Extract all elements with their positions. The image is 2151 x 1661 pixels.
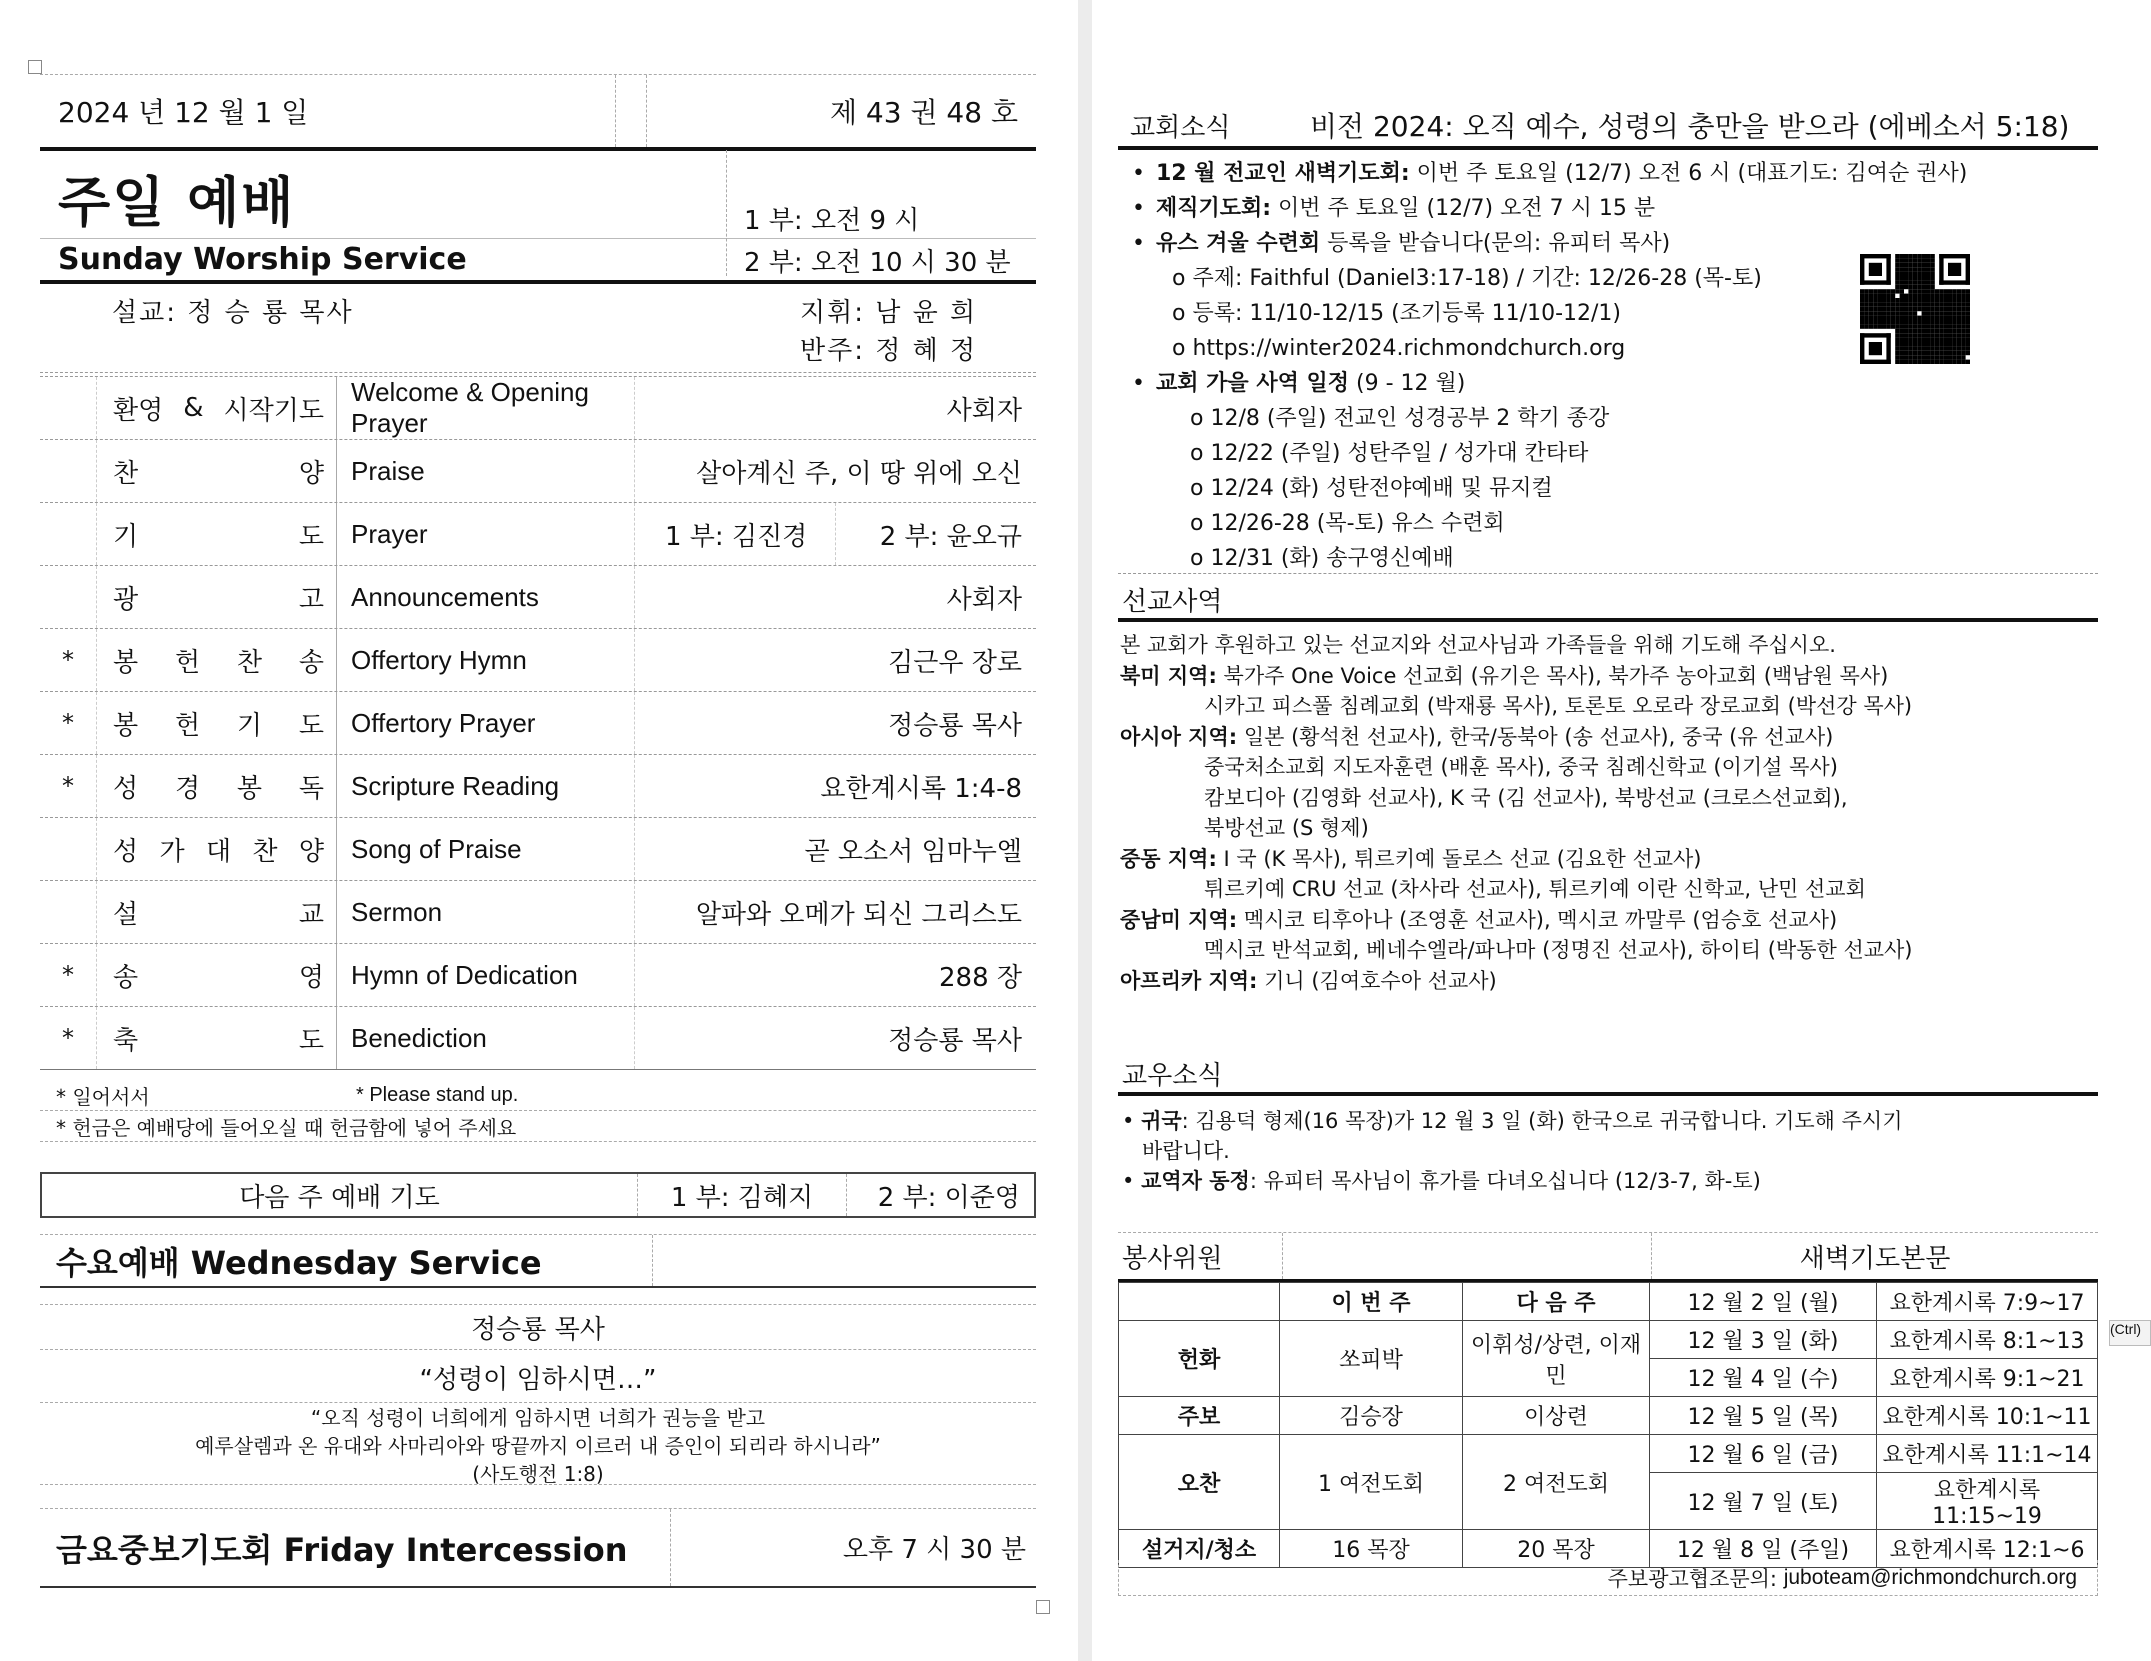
program-item-ko: 기 도 <box>96 503 336 565</box>
program-item-ko: 성 가 대 찬 양 <box>96 818 336 880</box>
program-item-en: Hymn of Dedication <box>336 944 634 1006</box>
dawn-text: 요한계시록 11:15~19 <box>1877 1473 2098 1530</box>
dawn-text: 요한계시록 7:9~17 <box>1877 1283 2098 1321</box>
role-flower: 헌화 <box>1119 1321 1280 1397</box>
dawn-date: 12 월 7 일 (토) <box>1650 1473 1877 1530</box>
mission-header: 선교사역 <box>1118 580 2098 622</box>
notes <box>40 1080 1036 1142</box>
program-row <box>40 502 1036 565</box>
dawn-text: 요한계시록 12:1~6 <box>1877 1530 2098 1568</box>
dawn-date: 12 월 4 일 (수) <box>1650 1359 1877 1397</box>
news-item: • 제직기도회: 이번 주 토요일 (12/7) 오전 7 시 15 분 <box>1132 196 1656 221</box>
verse-line-1: “오직 성령이 너희에게 임하시면 너희가 권능을 받고 <box>310 1406 766 1430</box>
news-label: 교회소식 <box>1130 112 1231 143</box>
right-page <box>1092 0 2151 1661</box>
program-item-en: Song of Praise <box>336 818 634 880</box>
service-header <box>1118 1232 2098 1282</box>
wednesday-preacher: 정승룡 목사 <box>40 1304 1036 1350</box>
verse-line-2: 예루살렘과 온 유대와 사마리아와 땅끝까지 이르러 내 증인이 되리라 하시니라” <box>195 1434 881 1458</box>
wednesday-title-text: 수요예배 Wednesday Service <box>56 1243 542 1282</box>
stand-note-en: * Please stand up. <box>356 1083 519 1106</box>
program-item-value: 정승룡 목사 <box>634 1007 1036 1069</box>
lunch-this: 1 여전도회 <box>1280 1435 1463 1530</box>
program-item-value: 정승룡 목사 <box>634 692 1036 754</box>
role-dish: 설거지/청소 <box>1119 1530 1280 1568</box>
dawn-date: 12 월 3 일 (화) <box>1650 1321 1877 1359</box>
ad-label: 주보광고협조문의: <box>1607 1566 1778 1591</box>
issue-number: 제 43 권 48 호 <box>646 75 1036 147</box>
dish-this: 16 목장 <box>1280 1530 1463 1568</box>
mission-line: 멕시코 반석교회, 베네수엘라/파나마 (정명진 선교사), 하이티 (박동한 선교사) <box>1204 938 1913 962</box>
wednesday-title <box>40 1234 1036 1288</box>
flower-this: 쏘피박 <box>1280 1321 1463 1397</box>
service-time-1: 1 부: 오전 9 시 <box>744 206 920 236</box>
mission-line: 중동 지역: I 국 (K 목사), 튀르키예 돌로스 선교 (김요한 선교사) <box>1120 846 1702 871</box>
dish-next: 20 목장 <box>1463 1530 1650 1568</box>
friday-title: 금요중보기도회 Friday Intercession <box>56 1530 628 1569</box>
news-body <box>1118 156 2098 574</box>
program-row <box>40 817 1036 880</box>
dawn-text: 요한계시록 8:1~13 <box>1877 1321 2098 1359</box>
program-row <box>40 628 1036 691</box>
program-row <box>40 376 1036 439</box>
qr-code-icon <box>1860 254 1970 364</box>
program-row <box>40 754 1036 817</box>
mission-region: 아프리카 지역: <box>1120 968 1258 993</box>
role-lunch: 오찬 <box>1119 1435 1280 1530</box>
youth-detail: o 주제: Faithful (Daniel3:17-18) / 기간: 12/26-28 (목-토) <box>1172 266 1762 291</box>
program-row <box>40 565 1036 628</box>
program-item-value: 살아계신 주, 이 땅 위에 오신 <box>634 440 1036 502</box>
news-item: • 유스 겨울 수련회 등록을 받습니다(문의: 유피터 목사) <box>1132 231 1671 256</box>
stand-marker: * <box>62 646 74 674</box>
bulletin-this: 김승장 <box>1280 1397 1463 1435</box>
bulletin-header <box>40 74 1036 151</box>
bulletin-date: 2024 년 12 월 1 일 <box>58 96 309 129</box>
program-item-en: Announcements <box>336 566 634 628</box>
next-prayer-label: 다음 주 예배 기도 <box>239 1182 440 1213</box>
title-block <box>40 150 1036 284</box>
program-item-ko: 찬 양 <box>96 440 336 502</box>
program-row <box>40 943 1036 1006</box>
program-item-value: 김근우 장로 <box>634 629 1036 691</box>
offering-note: * 헌금은 예배당에 들어오실 때 헌금함에 넣어 주세요 <box>40 1111 1036 1142</box>
program-item-en: Praise <box>336 440 634 502</box>
next-week-header: 다 음 주 <box>1463 1283 1650 1321</box>
program-item-en: Offertory Prayer <box>336 692 634 754</box>
mission-line: 아시아 지역: 일본 (황석천 선교사), 한국/동북아 (송 선교사), 중국 (유 선교사) <box>1120 724 1834 749</box>
mission-intro: 본 교회가 후원하고 있는 선교지와 선교사님과 가족들을 위해 기도해 주십시오. <box>1120 633 1836 657</box>
officiants <box>40 284 1036 373</box>
mission-region: 중남미 지역: <box>1120 907 1238 932</box>
dawn-date: 12 월 2 일 (월) <box>1650 1283 1877 1321</box>
program-item-ko: 봉 헌 찬 송 <box>96 629 336 691</box>
stand-marker: * <box>62 709 74 737</box>
service-time-2: 2 부: 오전 10 시 30 분 <box>744 248 1011 278</box>
dawn-date: 12 월 6 일 (금) <box>1650 1435 1877 1473</box>
preacher: 설교: 정 승 룡 목사 <box>112 298 354 328</box>
conductor: 지휘: 남 윤 희 <box>800 298 978 328</box>
ad-contact <box>1118 1560 2098 1596</box>
program-item-en: Sermon <box>336 881 634 943</box>
stand-marker: * <box>62 961 74 989</box>
dawn-date: 12 월 5 일 (목) <box>1650 1397 1877 1435</box>
program-row <box>40 439 1036 502</box>
program-item-en: Prayer <box>336 503 634 565</box>
program-item-en: Offertory Hymn <box>336 629 634 691</box>
service-table <box>1118 1282 2098 1568</box>
fall-schedule-item: o 12/26-28 (목-토) 유스 수련회 <box>1190 511 1505 536</box>
program-item-ko: 설 교 <box>96 881 336 943</box>
mission-line: 중남미 지역: 멕시코 티후아나 (조영훈 선교사), 멕시코 까말루 (엄승호 선교사) <box>1120 907 1838 932</box>
ad-email[interactable]: juboteam@richmondchurch.org <box>1783 1565 2077 1589</box>
program-item-en: Welcome & Opening Prayer <box>336 377 634 439</box>
wednesday-verse <box>40 1404 1036 1485</box>
page-title: 주일 예배 <box>58 171 296 234</box>
program-item-ko: 환영 & 시작기도 <box>96 377 336 439</box>
program-item-ko: 봉 헌 기 도 <box>96 692 336 754</box>
mission-region: 아시아 지역: <box>1120 724 1238 749</box>
stand-marker: * <box>62 772 74 800</box>
dawn-text: 요한계시록 10:1~11 <box>1877 1397 2098 1435</box>
mission-body <box>1118 630 2100 996</box>
paste-options-button[interactable]: (Ctrl) <box>2109 1320 2151 1346</box>
member-news-item: • 귀국: 김용덕 형제(16 목장)가 12 월 3 일 (화) 한국으로 귀국합니다. 기도해 주시기 <box>1122 1109 1903 1133</box>
mission-line: 캄보디아 (김영화 선교사), K 국 (김 선교사), 북방선교 (크로스선교회), <box>1204 785 1848 810</box>
members-body: • 귀국: 김용덕 형제(16 목장)가 12 월 3 일 (화) 한국으로 귀국합니다. 기도해 주시기 바랍니다. • 교역자 동정: 유피터 목사님이 휴가를 다녀오십니다 (12/3-7, 화-토) <box>1118 1106 2102 1196</box>
youth-link[interactable]: o https://winter2024.richmondchurch.org <box>1172 336 1626 361</box>
mission-line: 북미 지역: 북가주 One Voice 선교회 (유기은 목사), 북가주 농아교회 (백남원 목사) <box>1120 663 1889 688</box>
program-item-ko: 성 경 봉 독 <box>96 755 336 817</box>
bulletin-next: 이상련 <box>1463 1397 1650 1435</box>
program-item-value: 1 부: 김진경 2 부: 윤오규 <box>634 503 1036 565</box>
role-bulletin: 주보 <box>1119 1397 1280 1435</box>
program-item-en: Scripture Reading <box>336 755 634 817</box>
service-label: 봉사위원 <box>1122 1243 1223 1274</box>
stand-marker: * <box>62 1024 74 1052</box>
program-item-value: 288 장 <box>634 944 1036 1006</box>
lunch-next: 2 여전도회 <box>1463 1435 1650 1530</box>
table-resize-handle[interactable] <box>1036 1600 1050 1614</box>
mission-line: 중국처소교회 지도자훈련 (배훈 목사), 중국 침례신학교 (이기설 목사) <box>1204 755 1838 779</box>
members-header: 교우소식 <box>1118 1054 2098 1096</box>
vision-text: 비전 2024: 오직 예수, 성령의 충만을 받으라 (에베소서 5:18) <box>1310 110 2070 143</box>
program-item-ko: 송 영 <box>96 944 336 1006</box>
fall-schedule-item: o 12/24 (화) 성탄전야예배 및 뮤지컬 <box>1190 476 1553 501</box>
wednesday-sermon: “성령이 임하시면…” <box>40 1352 1036 1403</box>
stand-note-ko: * 일어서서 <box>56 1084 150 1109</box>
page-subtitle: Sunday Worship Service <box>58 242 467 277</box>
next-prayer-second: 2 부: 이준영 <box>846 1174 1034 1216</box>
program-item-value: 곧 오소서 임마누엘 <box>634 818 1036 880</box>
program-item-ko: 축 도 <box>96 1007 336 1069</box>
program-item-value: 사회자 <box>634 566 1036 628</box>
program-row <box>40 880 1036 943</box>
verse-ref: (사도행전 1:8) <box>472 1462 604 1486</box>
mission-region: 중동 지역: <box>1120 846 1217 871</box>
program-item-value: 사회자 <box>634 377 1036 439</box>
program-item-value: 요한계시록 1:4-8 <box>634 755 1036 817</box>
mission-line: 튀르키예 CRU 선교 (차사라 선교사), 튀르키예 이란 신학교, 난민 선교회 <box>1204 877 1866 901</box>
program-row <box>40 691 1036 754</box>
program-row <box>40 1006 1036 1070</box>
worship-program <box>40 376 1036 1070</box>
this-week-header: 이 번 주 <box>1280 1283 1463 1321</box>
friday-intercession <box>40 1508 1036 1588</box>
news-item: • 교회 가을 사역 일정 (9 - 12 월) <box>1132 371 1466 396</box>
mission-line: 아프리카 지역: 기니 (김여호수아 선교사) <box>1120 968 1497 993</box>
dawn-label: 새벽기도본문 <box>1651 1233 2098 1279</box>
dawn-date: 12 월 8 일 (주일) <box>1650 1530 1877 1568</box>
program-item-value: 알파와 오메가 되신 그리스도 <box>634 881 1036 943</box>
flower-next: 이휘성/상련, 이재민 <box>1463 1321 1650 1397</box>
dawn-text: 요한계시록 11:1~14 <box>1877 1435 2098 1473</box>
member-news-item: • 교역자 동정: 유피터 목사님이 휴가를 다녀오십니다 (12/3-7, 화-토) <box>1122 1169 1761 1193</box>
mission-line: 시카고 피스풀 침례교회 (박재룡 목사), 토론토 오로라 장로교회 (박선강 목사) <box>1204 694 1913 718</box>
accompanist: 반주: 정 혜 정 <box>800 336 978 366</box>
friday-time: 오후 7 시 30 분 <box>670 1509 1036 1586</box>
fall-schedule-item: o 12/22 (주일) 성탄주일 / 성가대 칸타타 <box>1190 441 1589 466</box>
program-item-en: Benediction <box>336 1007 634 1069</box>
mission-region: 북미 지역: <box>1120 663 1217 688</box>
dawn-text: 요한계시록 9:1~21 <box>1877 1359 2098 1397</box>
mission-line: 북방선교 (S 형제) <box>1204 816 1369 840</box>
next-prayer-first: 1 부: 김혜지 <box>637 1174 846 1216</box>
youth-detail: o 등록: 11/10-12/15 (조기등록 11/10-12/1) <box>1172 301 1622 326</box>
fall-schedule-item: o 12/31 (화) 송구영신예배 <box>1190 546 1454 571</box>
fall-schedule-item: o 12/8 (주일) 전교인 성경공부 2 학기 종강 <box>1190 406 1610 431</box>
next-week-prayer <box>40 1172 1036 1218</box>
news-header <box>1118 104 2098 150</box>
table-move-handle[interactable] <box>28 60 42 74</box>
program-item-ko: 광 고 <box>96 566 336 628</box>
news-item: • 12 월 전교인 새벽기도회: 이번 주 토요일 (12/7) 오전 6 시 (대표기도: 김여순 권사) <box>1132 161 1968 186</box>
